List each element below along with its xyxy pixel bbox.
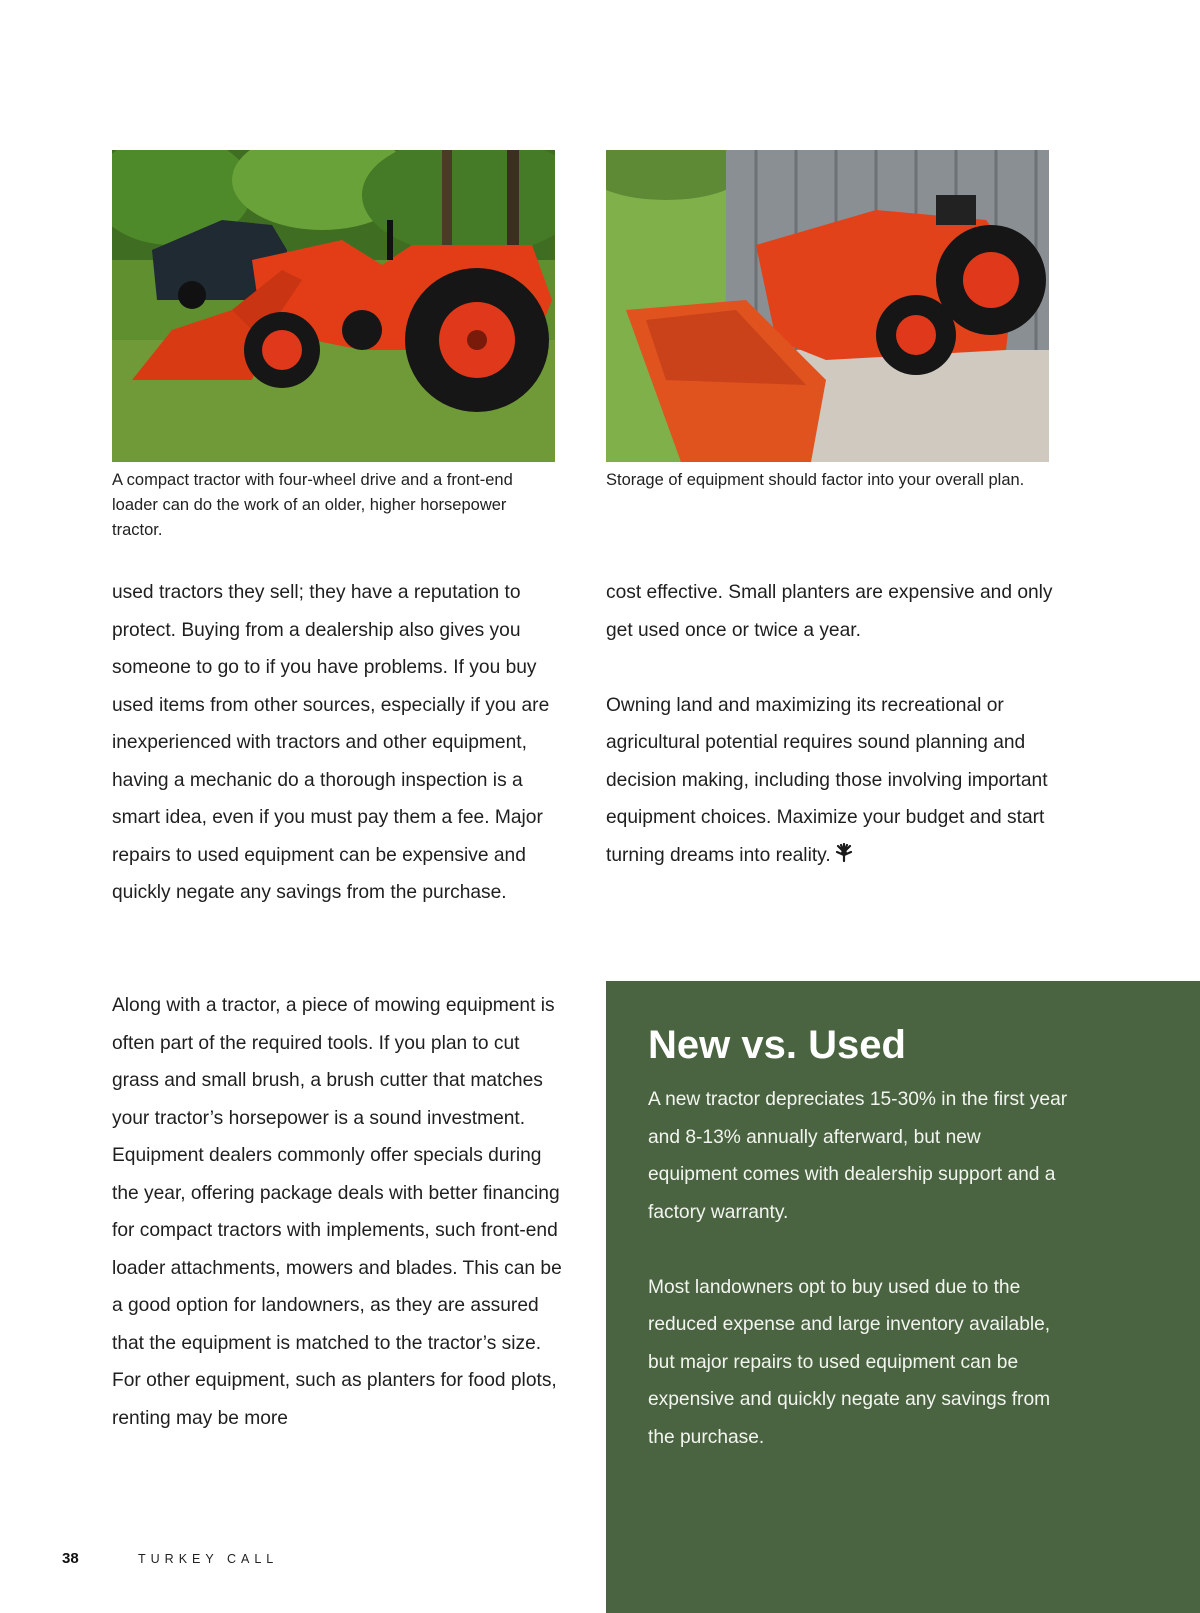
magazine-name: TURKEY CALL [138,1552,279,1566]
article-paragraph: cost effective. Small planters are expensive and only get used once or twice a year. [606,582,1053,641]
page-number: 38 [62,1550,79,1567]
sidebar-title: New vs. Used [648,1023,906,1067]
article-column-right [606,574,1056,914]
article-paragraph: used tractors they sell; they have a reputation to protect. Buying from a dealership also gives you someone to go to if you have problems. If you buy used items from other sources, especially if you are inexperienced with tractors and other equipment, having a mechanic do a thorough inspection is a smart idea, even if you must pay them a fee. Major repairs to used equipment can be expensive and quickly negate any savings from the purchase. [112,582,550,903]
article-paragraph-final [606,687,1056,877]
sidebar-paragraph: A new tractor depreciates 15-30% in the first year and 8-13% annually afterward, but new equipment comes with dealership support and a factory warranty. [648,1089,1068,1223]
article-final-text: Owning land and maximizing its recreational or agricultural potential requires sound planning and decision making, including those involving important equipment choices. Maximize your budget and start turning dreams into reality. [606,694,1048,866]
photo-caption-left: A compact tractor with four-wheel drive and a front-end loader can do the work of an older, higher horsepower tractor. [112,471,513,539]
article-column-left-bottom [112,987,562,1475]
tractor-in-grass-photo [112,150,555,462]
article-column-left-top [112,574,562,949]
sidebar-paragraph: Most landowners opt to buy used due to the reduced expense and large inventory available, but major repairs to used equipment can be expensive and quickly negate any savings from the purchase. [648,1276,1051,1448]
tractor-in-shed-photo [606,150,1049,462]
new-vs-used-sidebar [606,981,1200,1613]
photo-caption-right: Storage of equipment should factor into your overall plan. [606,471,1025,489]
turkey-end-mark-icon [834,839,854,877]
article-paragraph: Along with a tractor, a piece of mowing equipment is often part of the required tools. If you plan to cut grass and small brush, a brush cutter that matches your tractor’s horsepower is a sound investment. Equipment dealers commonly offer specials during the year, offering package deals with better financing for compact tractors with implements, such front-end loader attachments, mowers and blades. This can be a good option for landowners, as they are assured that the equipment is matched to the tractor’s size. For other equipment, such as planters for food plots, renting may be more [112,995,562,1429]
sidebar-body [648,1081,1068,1494]
